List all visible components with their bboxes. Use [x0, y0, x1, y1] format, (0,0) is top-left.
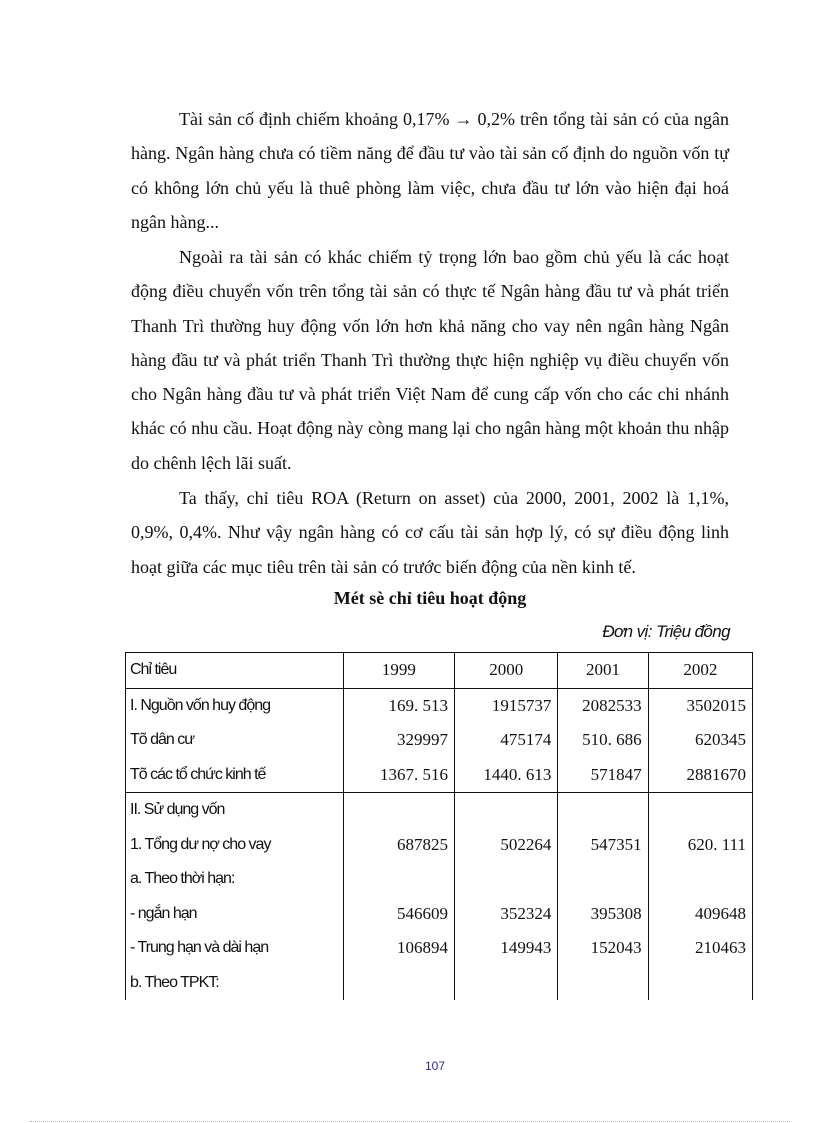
table-header-row [126, 653, 753, 689]
value-cell: 2082533 [558, 688, 648, 723]
paragraph-other-assets [131, 240, 729, 480]
value-cell: 2881670 [648, 758, 752, 793]
value-cell: 409648 [648, 897, 752, 932]
value-cell [455, 793, 558, 828]
value-cell: 210463 [648, 931, 752, 966]
value-cell [558, 862, 648, 897]
paragraph-fixed-assets [131, 102, 729, 239]
value-cell: 1915737 [455, 688, 558, 723]
value-cell: 152043 [558, 931, 648, 966]
value-cell: 546609 [343, 897, 454, 932]
indicators-table [125, 652, 753, 1000]
value-cell: 395308 [558, 897, 648, 932]
value-cell: 149943 [455, 931, 558, 966]
paragraph-text: Ta thấy, chỉ tiêu ROA (Return on asset) của 2000, 2001, 2002 là 1,1%, 0,9%, 0,4%. Như vậy ngân hàng có cơ cấu tài sản hợp lý, có sự điều động linh hoạt giữa các mục tiêu trên tài sản có trước biến động của nền kinh tế. [131, 488, 729, 577]
value-cell [558, 966, 648, 1001]
header-cell: 2000 [455, 653, 558, 689]
row-label-cell: b. Theo TPKT: [126, 966, 344, 1001]
value-cell: 687825 [343, 828, 454, 863]
value-cell: 510. 686 [558, 723, 648, 758]
value-cell: 329997 [343, 723, 454, 758]
table-row [126, 828, 753, 863]
value-cell [343, 966, 454, 1001]
table-title: Mét sè chỉ tiêu hoạt động [333, 588, 527, 608]
value-cell [343, 793, 454, 828]
header-cell: 2002 [648, 653, 752, 689]
header-cell: Chỉ tiêu [126, 653, 344, 689]
table-row [126, 793, 753, 828]
page-number: 107 [424, 1059, 446, 1073]
header-cell: 2001 [558, 653, 648, 689]
paragraph-roa [131, 481, 729, 584]
value-cell [558, 793, 648, 828]
row-label-cell: - Trung hạn và dài hạn [126, 931, 344, 966]
value-cell [343, 862, 454, 897]
value-cell: 1440. 613 [455, 758, 558, 793]
row-label-cell: Tõ các tổ chức kinh tế [126, 758, 344, 793]
row-label-cell: II. Sử dụng vốn [126, 793, 344, 828]
value-cell: 475174 [455, 723, 558, 758]
value-cell [648, 862, 752, 897]
row-label-cell: - ngắn hạn [126, 897, 344, 932]
value-cell: 620345 [648, 723, 752, 758]
value-cell: 571847 [558, 758, 648, 793]
row-label-cell: Tõ dân cư [126, 723, 344, 758]
value-cell [455, 966, 558, 1001]
value-cell: 3502015 [648, 688, 752, 723]
value-cell: 502264 [455, 828, 558, 863]
value-cell: 620. 111 [648, 828, 752, 863]
table-body [126, 653, 753, 1001]
page-divider [30, 1121, 790, 1122]
paragraph-text: Ngoài ra tài sản có khác chiếm tỷ trọng lớn bao gồm chủ yếu là các hoạt động điều chuyển vốn trên tổng tài sản có thực tế Ngân hàng đầu tư và phát triển Thanh Trì thường huy động vốn lớn hơn khả năng cho vay nên ngân hàng Ngân hàng đầu tư và phát triển Thanh Trì thường thực hiện nghiệp vụ điều chuyển vốn cho Ngân hàng đầu tư và phát triển Việt Nam để cung cấp vốn cho các chi nhánh khác có nhu cầu. Hoạt động này còng mang lại cho ngân hàng một khoản thu nhập do chênh lệch lãi suất. [131, 247, 729, 473]
value-cell: 169. 513 [343, 688, 454, 723]
table-row [126, 931, 753, 966]
row-label-cell: 1. Tổng dư nợ cho vay [126, 828, 344, 863]
value-cell [648, 966, 752, 1001]
table-row [126, 758, 753, 793]
table-row [126, 966, 753, 1001]
table-row [126, 862, 753, 897]
value-cell: 106894 [343, 931, 454, 966]
unit-note: Đơn vị: Triệu đồng [602, 622, 730, 641]
paragraph-text: Tài sản cố định chiếm khoảng 0,17% → 0,2% trên tổng tài sản có của ngân hàng. Ngân hàng chưa có tiềm năng để đầu tư vào tài sản cố định do nguồn vốn tự có không lớn chủ yếu là thuê phòng làm việc, chưa đầu tư lớn vào hiện đại hoá ngân hàng... [131, 109, 729, 232]
table-row [126, 897, 753, 932]
table-row [126, 688, 753, 723]
value-cell: 547351 [558, 828, 648, 863]
header-cell: 1999 [343, 653, 454, 689]
value-cell: 352324 [455, 897, 558, 932]
table-row [126, 723, 753, 758]
row-label-cell: a. Theo thời hạn: [126, 862, 344, 897]
row-label-cell: I. Nguồn vốn huy động [126, 688, 344, 723]
value-cell [648, 793, 752, 828]
value-cell [455, 862, 558, 897]
value-cell: 1367. 516 [343, 758, 454, 793]
